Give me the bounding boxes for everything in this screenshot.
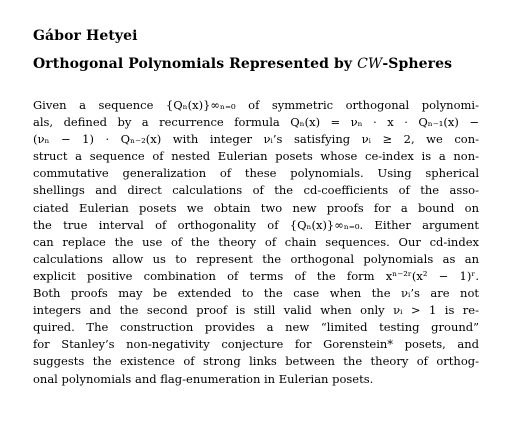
abstract-line: ciated Eulerian posets we obtain two new proofs for a bound on xyxy=(33,200,479,215)
abstract-line: commutative generalization of these polynomials. Using spherical xyxy=(33,166,479,181)
abstract-line: shellings and direct calculations of the cd-coefficients of the asso- xyxy=(33,183,479,198)
abstract-line: integers and the second proof is still valid when only νᵢ > 1 is re- xyxy=(33,303,479,318)
author-name: Gábor Hetyei xyxy=(33,28,138,44)
abstract-line: Both proofs may be extended to the case when the νᵢ’s are not xyxy=(33,286,479,301)
abstract-line: als, defined by a recurrence formula Qₙ(x) = νₙ · x · Qₙ₋₁(x) − xyxy=(33,115,479,130)
abstract-line: Given a sequence {Qₙ(x)}∞ₙ₌₀ of symmetric orthogonal polynomi- xyxy=(33,98,479,112)
abstract-line: calculations allow us to represent the orthogonal polynomials as an xyxy=(33,251,479,266)
abstract-line: the true interval of orthogonality of {Qₙ(x)}∞ₙ₌₀. Either argument xyxy=(33,217,479,232)
abstract-line: explicit positive combination of terms of the form xⁿ⁻²ʳ(x² − 1)ʳ. xyxy=(33,268,479,283)
abstract-line: (νₙ − 1) · Qₙ₋₂(x) with integer νᵢ’s satisfying νᵢ ≥ 2, we con- xyxy=(33,132,479,147)
title-suffix: -Spheres xyxy=(382,56,453,72)
abstract-line: can replace the use of the theory of chain sequences. Our cd-index xyxy=(33,234,479,249)
abstract-line: for Stanley’s non-negativity conjecture for Gorenstein* posets, and xyxy=(33,337,479,352)
abstract-line: struct a sequence of nested Eulerian posets whose ce-index is a non- xyxy=(33,149,479,164)
abstract-body xyxy=(33,97,479,388)
abstract-line: suggests the existence of strong links between the theory of orthog- xyxy=(33,354,479,369)
title-prefix: Orthogonal Polynomials Represented by xyxy=(33,56,358,72)
paper-title xyxy=(33,56,452,72)
title-cw: CW xyxy=(357,56,383,72)
abstract-line: quired. The construction provides a new “limited testing ground” xyxy=(33,320,479,335)
abstract-line: onal polynomials and flag-enumeration in Eulerian posets. xyxy=(33,371,374,386)
